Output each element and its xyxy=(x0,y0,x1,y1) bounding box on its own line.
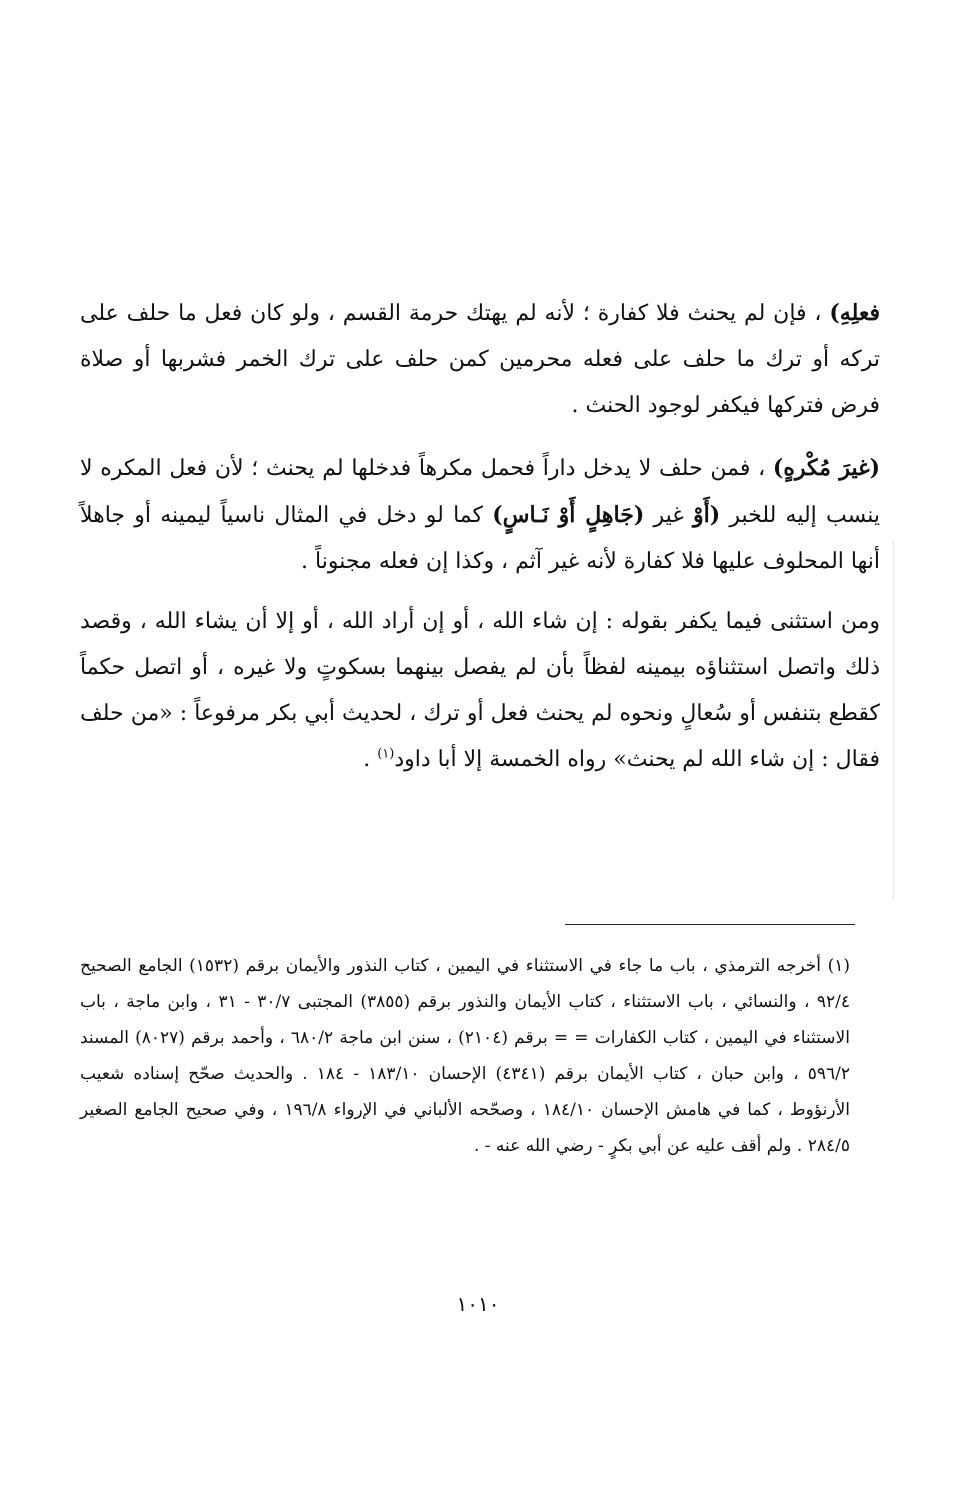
paragraph-1 xyxy=(80,290,880,429)
paragraph-2 xyxy=(80,445,880,585)
paragraph-2-text: غير xyxy=(644,503,693,528)
footnote: (١) أخرجه الترمذي ، باب ما جاء في الاستثناء في اليمين ، كتاب النذور والأيمان برقم (١٥٣٢) الجامع الصحيح ٩٢/٤ ، والنسائي ، باب الاستثناء ، كتاب الأيمان والنذور برقم (٣٨٥٥) المجتبى ٣٠/٧ - ٣١ ، وابن ماجة ، باب الاستثناء في اليمين ، كتاب الكفارات = = برقم (٢١٠٤) ، سنن ابن ماجة ٦٨٠/٢ ، وأحمد برقم (٨٠٢٧) المسند ٥٩٦/٢ ، وابن حبان ، كتاب الأيمان برقم (٤٣٤١) الإحسان ١٨٣/١٠ - ١٨٤ . والحديث صحّح إسناده شعيب الأرنؤوط ، كما في هامش الإحسان ١٨٤/١٠ ، وصحّحه الألباني في الإرواء ١٩٦/٨ ، وفي صحيح الجامع الصغير ٢٨٤/٥ . ولم أقف عليه عن أبي بكرٍ - رضي الله عنه - . xyxy=(80,956,851,1156)
matn-phrase: (أَوْ xyxy=(692,502,721,528)
page-edge-line xyxy=(893,540,894,900)
paragraph-3-text: ومن استثنى فيما يكفر بقوله : إن شاء الله ، أو إن أراد الله ، أو إلا أن يشاء الله ، وقصد ذلك واتصل استثناؤه بيمينه لفظاً بأن لم يفصل بينهما بسكوتٍ ولا غيره ، أو اتصل حكماً كقطع بتنفس أو سُعالٍ ونحوه لم يحنث فعل أو ترك ، لحديث أبي بكر مرفوعاً : «من حلف فقال : إن شاء الله لم يحنث» رواه الخمسة إلا أبا داود xyxy=(80,609,880,772)
paragraph-3-end: . xyxy=(363,747,378,772)
paragraph-2-text: كما لو دخل في المثال ناسياً ليمينه أو جاهلاً أنها المحلوف عليها فلا كفارة لأنه غير آثم ، وكذا إن فعله مجنوناً . xyxy=(80,503,880,574)
paragraph-1-text: ، فإن لم يحنث فلا كفارة ؛ لأنه لم يهتك حرمة القسم ، ولو كان فعل ما حلف على تركه أو ترك ما حلف على فعله محرمين كمن حلف على ترك الخمر فشربها أو صلاة فرض فتركها فيكفر لوجود الحنث . xyxy=(80,301,880,418)
footnote-reference[interactable]: (١) xyxy=(377,746,395,762)
paragraph-3 xyxy=(80,599,880,783)
matn-phrase: (جَاهِلٍ أَوْ نَـاسٍ) xyxy=(492,502,645,528)
matn-phrase: (غيرَ مُكْرهٍ) xyxy=(772,455,881,481)
paragraph-2-text: ، فمن حلف لا يدخل داراً فحمل مكرهاً فدخلها لم يحنث ؛ لأن فعل المكره لا ينسب إليه للخبر xyxy=(80,456,881,528)
page-number: ١٠١٠ xyxy=(456,1292,500,1316)
main-text xyxy=(80,290,880,797)
footnote-divider xyxy=(565,924,855,925)
matn-phrase: فعلِهِ) xyxy=(829,300,880,326)
